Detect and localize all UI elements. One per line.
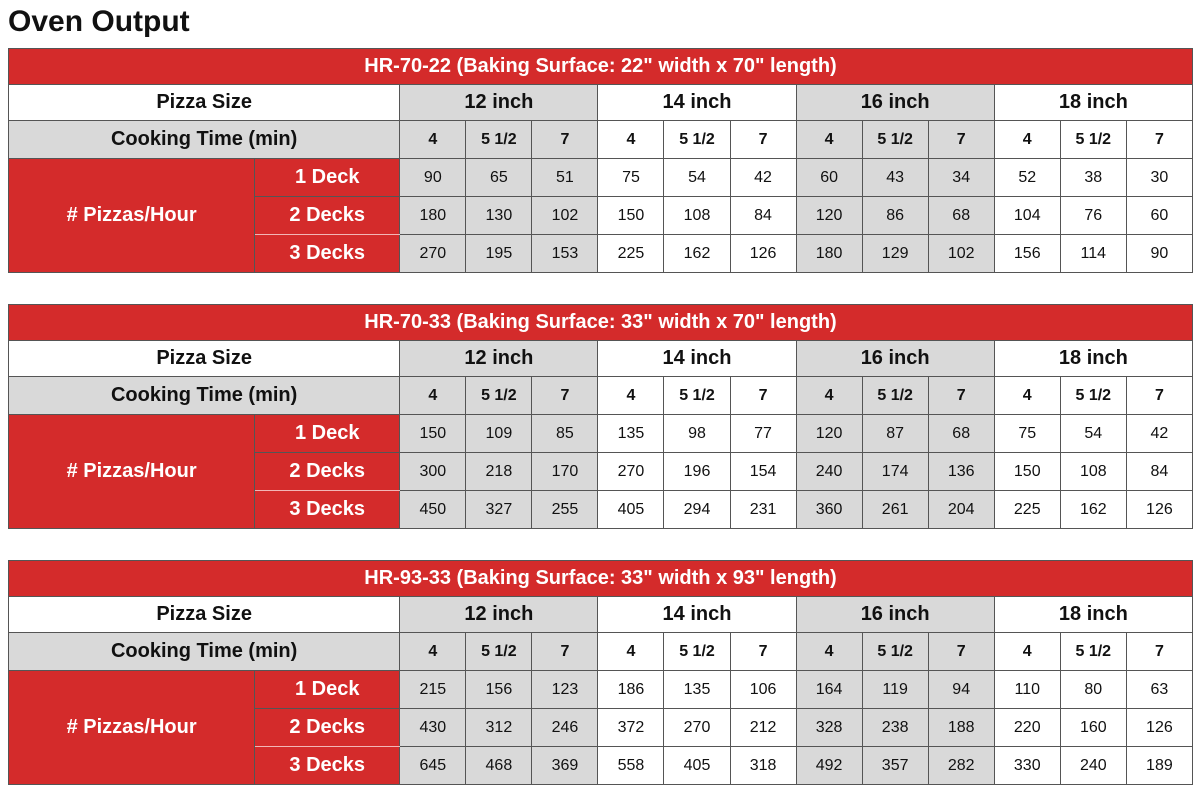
pizzas-per-hour-label: # Pizzas/Hour: [9, 415, 255, 529]
cooking-time-cell: 7: [730, 377, 796, 415]
deck-label: 2 Decks: [255, 709, 400, 747]
cooking-time-cell: 4: [796, 121, 862, 159]
cooking-time-cell: 4: [598, 377, 664, 415]
pizzas-per-hour-value: 65: [466, 159, 532, 197]
pizzas-per-hour-value: 372: [598, 709, 664, 747]
pizzas-per-hour-value: 360: [796, 491, 862, 529]
pizzas-per-hour-value: 180: [796, 235, 862, 273]
cooking-time-cell: 7: [928, 377, 994, 415]
cooking-time-cell: 4: [994, 121, 1060, 159]
pizzas-per-hour-value: 328: [796, 709, 862, 747]
pizzas-per-hour-value: 43: [862, 159, 928, 197]
pizzas-per-hour-value: 90: [400, 159, 466, 197]
deck-label: 3 Decks: [255, 491, 400, 529]
pizzas-per-hour-value: 160: [1060, 709, 1126, 747]
cooking-time-cell: 4: [400, 377, 466, 415]
pizzas-per-hour-value: 77: [730, 415, 796, 453]
pizzas-per-hour-value: 94: [928, 671, 994, 709]
pizzas-per-hour-value: 63: [1126, 671, 1192, 709]
cooking-time-cell: 7: [1126, 633, 1192, 671]
pizzas-per-hour-value: 215: [400, 671, 466, 709]
pizzas-per-hour-value: 189: [1126, 747, 1192, 785]
pizzas-per-hour-value: 102: [928, 235, 994, 273]
pizza-size-label: Pizza Size: [9, 85, 400, 121]
pizzas-per-hour-value: 106: [730, 671, 796, 709]
pizza-size-header: 18 inch: [994, 341, 1192, 377]
pizzas-per-hour-value: 188: [928, 709, 994, 747]
pizza-size-header: 16 inch: [796, 341, 994, 377]
pizzas-per-hour-value: 38: [1060, 159, 1126, 197]
pizzas-per-hour-value: 170: [532, 453, 598, 491]
deck-label: 3 Decks: [255, 747, 400, 785]
cooking-time-cell: 4: [598, 121, 664, 159]
pizzas-per-hour-value: 218: [466, 453, 532, 491]
pizzas-per-hour-value: 80: [1060, 671, 1126, 709]
pizzas-per-hour-value: 60: [1126, 197, 1192, 235]
pizzas-per-hour-value: 98: [664, 415, 730, 453]
pizzas-per-hour-value: 126: [1126, 491, 1192, 529]
pizzas-per-hour-value: 68: [928, 197, 994, 235]
pizzas-per-hour-value: 123: [532, 671, 598, 709]
cooking-time-cell: 4: [796, 377, 862, 415]
pizzas-per-hour-value: 240: [1060, 747, 1126, 785]
cooking-time-cell: 4: [400, 633, 466, 671]
pizza-size-header: 18 inch: [994, 85, 1192, 121]
pizzas-per-hour-value: 114: [1060, 235, 1126, 273]
pizza-size-header: 16 inch: [796, 597, 994, 633]
pizzas-per-hour-value: 110: [994, 671, 1060, 709]
pizzas-per-hour-value: 68: [928, 415, 994, 453]
pizzas-per-hour-value: 645: [400, 747, 466, 785]
cooking-time-cell: 5 1/2: [664, 121, 730, 159]
cooking-time-cell: 7: [532, 633, 598, 671]
cooking-time-cell: 5 1/2: [862, 633, 928, 671]
pizzas-per-hour-value: 150: [994, 453, 1060, 491]
cooking-time-label: Cooking Time (min): [9, 377, 400, 415]
pizzas-per-hour-value: 154: [730, 453, 796, 491]
pizzas-per-hour-value: 450: [400, 491, 466, 529]
pizzas-per-hour-value: 186: [598, 671, 664, 709]
pizzas-per-hour-value: 84: [730, 197, 796, 235]
deck-label: 1 Deck: [255, 671, 400, 709]
deck-label: 3 Decks: [255, 235, 400, 273]
pizzas-per-hour-value: 204: [928, 491, 994, 529]
pizzas-per-hour-value: 156: [466, 671, 532, 709]
deck-label: 2 Decks: [255, 453, 400, 491]
oven-output-table: [8, 560, 1193, 785]
pizzas-per-hour-value: 150: [598, 197, 664, 235]
pizzas-per-hour-label: # Pizzas/Hour: [9, 671, 255, 785]
pizzas-per-hour-value: 87: [862, 415, 928, 453]
oven-output-table: [8, 304, 1193, 529]
pizzas-per-hour-value: 126: [1126, 709, 1192, 747]
pizzas-per-hour-value: 109: [466, 415, 532, 453]
pizzas-per-hour-value: 231: [730, 491, 796, 529]
pizzas-per-hour-value: 405: [598, 491, 664, 529]
cooking-time-cell: 4: [994, 377, 1060, 415]
pizza-size-header: 12 inch: [400, 597, 598, 633]
pizzas-per-hour-value: 60: [796, 159, 862, 197]
pizzas-per-hour-value: 42: [1126, 415, 1192, 453]
pizzas-per-hour-value: 85: [532, 415, 598, 453]
pizzas-per-hour-value: 90: [1126, 235, 1192, 273]
pizzas-per-hour-value: 86: [862, 197, 928, 235]
pizzas-per-hour-value: 240: [796, 453, 862, 491]
pizza-size-header: 12 inch: [400, 85, 598, 121]
model-title: HR-70-33 (Baking Surface: 33" width x 70" length): [9, 305, 1193, 341]
pizzas-per-hour-value: 225: [598, 235, 664, 273]
pizzas-per-hour-value: 318: [730, 747, 796, 785]
pizzas-per-hour-value: 330: [994, 747, 1060, 785]
cooking-time-cell: 5 1/2: [862, 121, 928, 159]
table-row: [9, 671, 1193, 709]
pizzas-per-hour-value: 492: [796, 747, 862, 785]
cooking-time-cell: 5 1/2: [1060, 377, 1126, 415]
pizzas-per-hour-value: 104: [994, 197, 1060, 235]
cooking-time-cell: 4: [796, 633, 862, 671]
pizzas-per-hour-label: # Pizzas/Hour: [9, 159, 255, 273]
pizzas-per-hour-value: 261: [862, 491, 928, 529]
pizzas-per-hour-value: 162: [664, 235, 730, 273]
pizzas-per-hour-value: 156: [994, 235, 1060, 273]
pizza-size-header: 14 inch: [598, 85, 796, 121]
pizza-size-label: Pizza Size: [9, 597, 400, 633]
pizzas-per-hour-value: 130: [466, 197, 532, 235]
cooking-time-cell: 5 1/2: [862, 377, 928, 415]
pizzas-per-hour-value: 54: [1060, 415, 1126, 453]
pizzas-per-hour-value: 119: [862, 671, 928, 709]
cooking-time-cell: 5 1/2: [1060, 633, 1126, 671]
pizzas-per-hour-value: 246: [532, 709, 598, 747]
pizzas-per-hour-value: 225: [994, 491, 1060, 529]
cooking-time-cell: 7: [532, 121, 598, 159]
cooking-time-label: Cooking Time (min): [9, 633, 400, 671]
pizzas-per-hour-value: 255: [532, 491, 598, 529]
pizzas-per-hour-value: 220: [994, 709, 1060, 747]
cooking-time-cell: 7: [1126, 377, 1192, 415]
pizzas-per-hour-value: 52: [994, 159, 1060, 197]
pizzas-per-hour-value: 120: [796, 415, 862, 453]
cooking-time-cell: 7: [730, 121, 796, 159]
pizzas-per-hour-value: 135: [664, 671, 730, 709]
pizzas-per-hour-value: 357: [862, 747, 928, 785]
pizzas-per-hour-value: 312: [466, 709, 532, 747]
pizzas-per-hour-value: 75: [994, 415, 1060, 453]
cooking-time-cell: 4: [598, 633, 664, 671]
deck-label: 1 Deck: [255, 159, 400, 197]
cooking-time-cell: 7: [928, 633, 994, 671]
pizzas-per-hour-value: 294: [664, 491, 730, 529]
cooking-time-cell: 5 1/2: [466, 633, 532, 671]
pizzas-per-hour-value: 430: [400, 709, 466, 747]
pizzas-per-hour-value: 120: [796, 197, 862, 235]
pizzas-per-hour-value: 164: [796, 671, 862, 709]
pizzas-per-hour-value: 108: [664, 197, 730, 235]
pizza-size-label: Pizza Size: [9, 341, 400, 377]
cooking-time-cell: 4: [994, 633, 1060, 671]
table-row: [9, 159, 1193, 197]
pizzas-per-hour-value: 238: [862, 709, 928, 747]
pizzas-per-hour-value: 129: [862, 235, 928, 273]
pizzas-per-hour-value: 162: [1060, 491, 1126, 529]
pizzas-per-hour-value: 270: [598, 453, 664, 491]
deck-label: 1 Deck: [255, 415, 400, 453]
pizzas-per-hour-value: 150: [400, 415, 466, 453]
cooking-time-label: Cooking Time (min): [9, 121, 400, 159]
pizzas-per-hour-value: 42: [730, 159, 796, 197]
oven-output-table: [8, 48, 1193, 273]
pizzas-per-hour-value: 468: [466, 747, 532, 785]
pizzas-per-hour-value: 135: [598, 415, 664, 453]
pizza-size-header: 12 inch: [400, 341, 598, 377]
cooking-time-cell: 5 1/2: [664, 633, 730, 671]
pizzas-per-hour-value: 558: [598, 747, 664, 785]
cooking-time-cell: 7: [730, 633, 796, 671]
pizzas-per-hour-value: 51: [532, 159, 598, 197]
pizzas-per-hour-value: 212: [730, 709, 796, 747]
pizzas-per-hour-value: 54: [664, 159, 730, 197]
pizzas-per-hour-value: 84: [1126, 453, 1192, 491]
pizzas-per-hour-value: 153: [532, 235, 598, 273]
cooking-time-cell: 7: [928, 121, 994, 159]
pizzas-per-hour-value: 136: [928, 453, 994, 491]
pizzas-per-hour-value: 108: [1060, 453, 1126, 491]
pizzas-per-hour-value: 270: [664, 709, 730, 747]
cooking-time-cell: 5 1/2: [466, 121, 532, 159]
pizza-size-header: 14 inch: [598, 597, 796, 633]
cooking-time-cell: 5 1/2: [664, 377, 730, 415]
model-title: HR-70-22 (Baking Surface: 22" width x 70" length): [9, 49, 1193, 85]
pizzas-per-hour-value: 174: [862, 453, 928, 491]
pizzas-per-hour-value: 30: [1126, 159, 1192, 197]
pizzas-per-hour-value: 282: [928, 747, 994, 785]
pizza-size-header: 18 inch: [994, 597, 1192, 633]
pizzas-per-hour-value: 75: [598, 159, 664, 197]
pizzas-per-hour-value: 300: [400, 453, 466, 491]
table-row: [9, 415, 1193, 453]
pizzas-per-hour-value: 196: [664, 453, 730, 491]
pizzas-per-hour-value: 369: [532, 747, 598, 785]
pizza-size-header: 14 inch: [598, 341, 796, 377]
model-title: HR-93-33 (Baking Surface: 33" width x 93" length): [9, 561, 1193, 597]
pizzas-per-hour-value: 76: [1060, 197, 1126, 235]
pizzas-per-hour-value: 195: [466, 235, 532, 273]
pizza-size-header: 16 inch: [796, 85, 994, 121]
cooking-time-cell: 7: [1126, 121, 1192, 159]
deck-label: 2 Decks: [255, 197, 400, 235]
cooking-time-cell: 5 1/2: [466, 377, 532, 415]
pizzas-per-hour-value: 405: [664, 747, 730, 785]
pizzas-per-hour-value: 180: [400, 197, 466, 235]
pizzas-per-hour-value: 34: [928, 159, 994, 197]
cooking-time-cell: 4: [400, 121, 466, 159]
cooking-time-cell: 5 1/2: [1060, 121, 1126, 159]
pizzas-per-hour-value: 270: [400, 235, 466, 273]
pizzas-per-hour-value: 327: [466, 491, 532, 529]
page-title: Oven Output: [8, 5, 190, 38]
cooking-time-cell: 7: [532, 377, 598, 415]
pizzas-per-hour-value: 102: [532, 197, 598, 235]
pizzas-per-hour-value: 126: [730, 235, 796, 273]
